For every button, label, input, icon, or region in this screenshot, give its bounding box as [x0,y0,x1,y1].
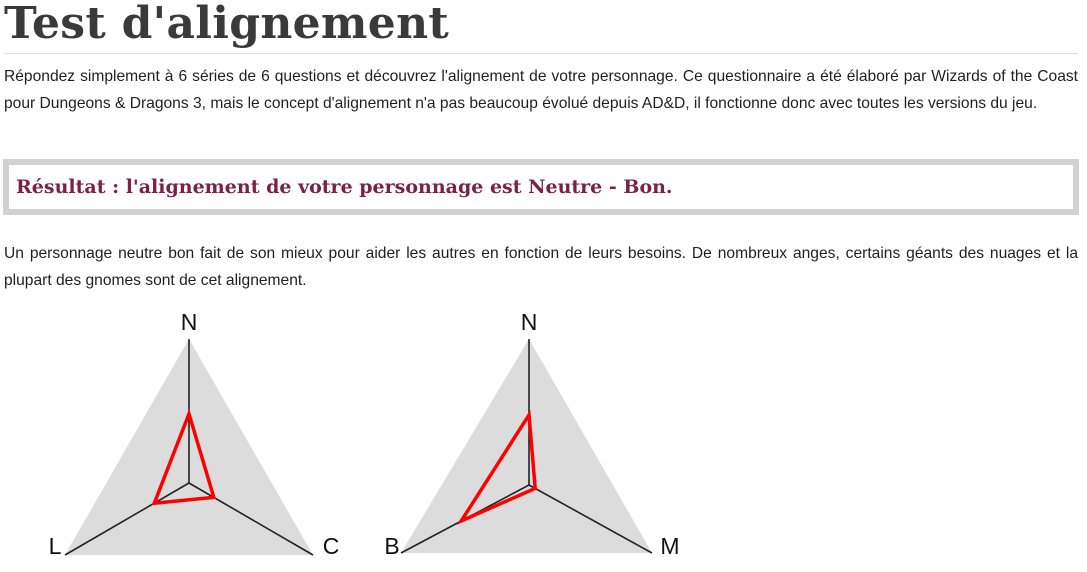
radar-axis-label-n: N [180,309,198,335]
radar-axis-label-l: L [48,533,62,559]
result-box [3,159,1079,215]
page-title: Test d'alignement [4,0,449,49]
intro-paragraph: Répondez simplement à 6 séries de 6 questions et découvrez l'alignement de votre personnage. Ce questionnaire a été élaboré par Wizards of the Coast pour Dungeons & Dragons 3, mais le concept d'alignement n'a pas beaucoup évolué depuis AD&D, il fonctionne donc avec toutes les versions du jeu. [4,68,1078,112]
radar-axis-label-n: N [520,309,538,335]
radar-chart-good-evil [340,300,720,572]
radar-axis-label-c: C [322,533,340,559]
result-text: Résultat : l'alignement de votre personnage est Neutre - Bon. [16,176,673,198]
radar-axis-label-m: M [660,533,680,559]
title-divider [4,53,1078,54]
alignment-description: Un personnage neutre bon fait de son mieux pour aider les autres en fonction de leurs besoins. De nombreux anges, certains géants des nuages et la plupart des gnomes sont de cet alignement. [4,245,1078,289]
radar-chart-law-chaos [0,300,380,572]
radar-background-triangle [401,339,652,553]
radar-axis-label-b: B [384,533,400,559]
